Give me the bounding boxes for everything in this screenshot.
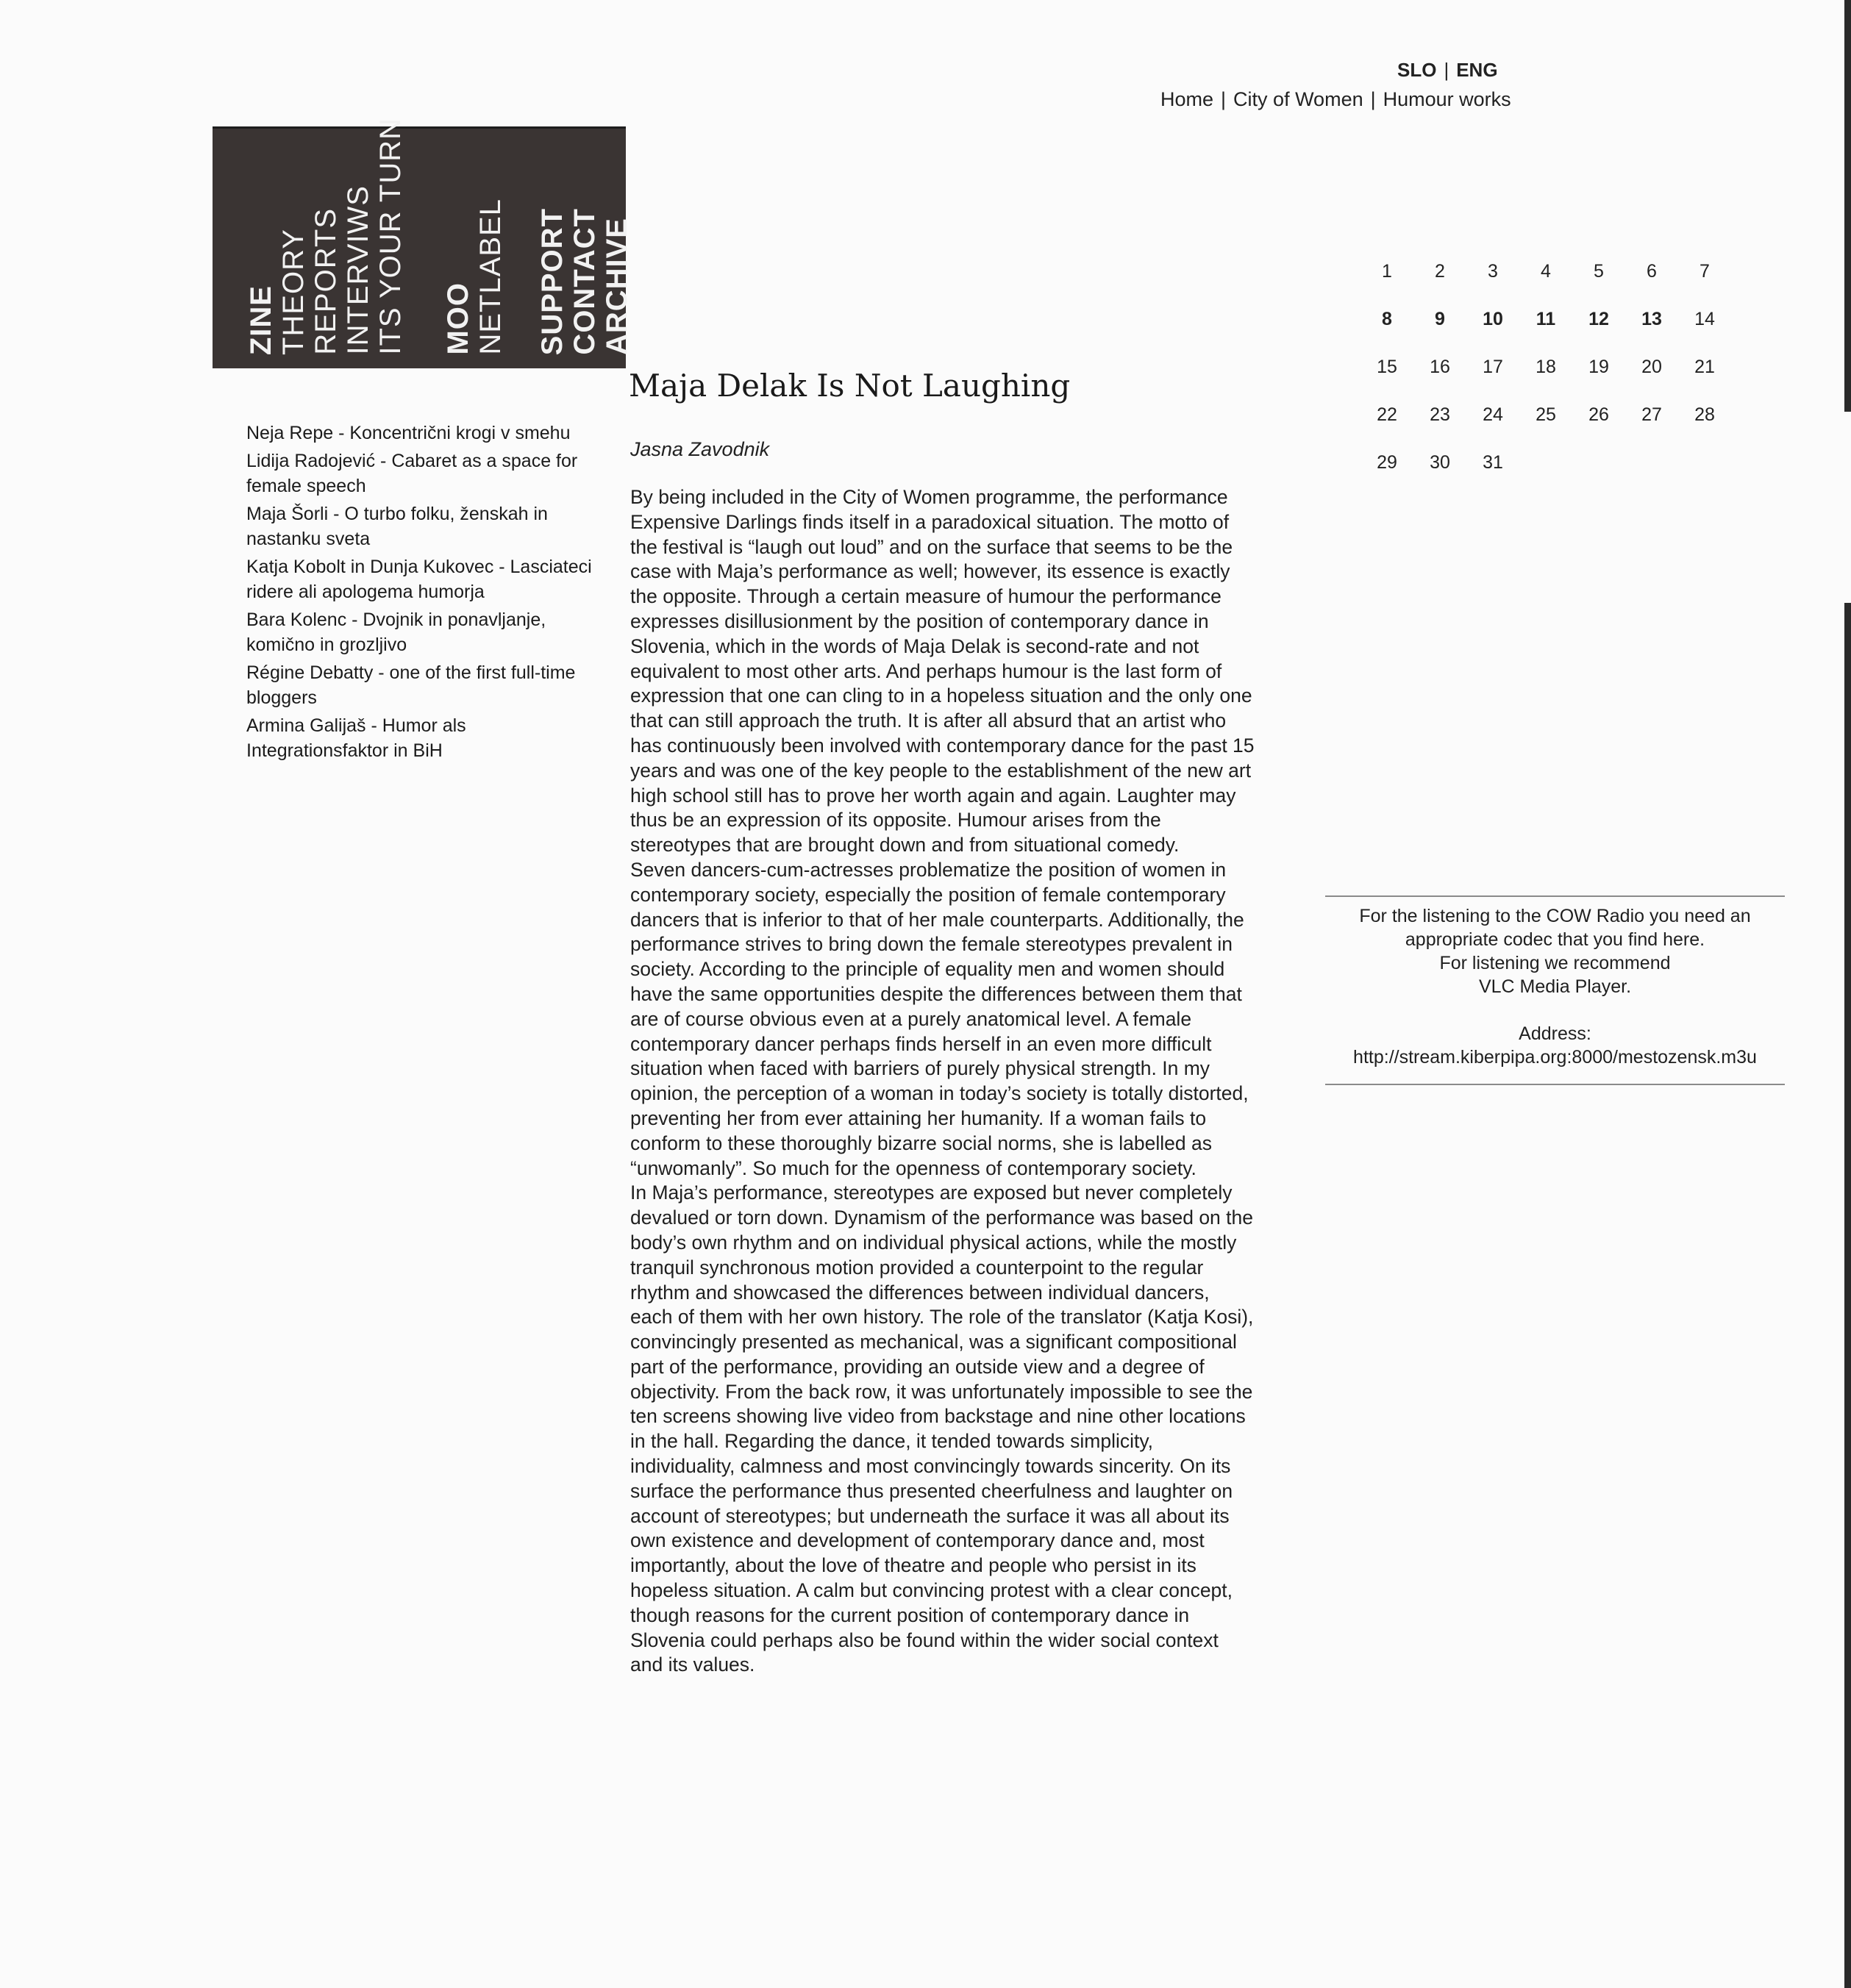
breadcrumb-humour-works[interactable]: Humour works [1383, 88, 1511, 110]
list-item [246, 713, 592, 763]
breadcrumb-home[interactable]: Home [1160, 88, 1214, 110]
article-paragraph: By being included in the City of Women programme, the performance Expensive Darlings finds itself in a paradoxical situation. The motto of the festival is “laugh out loud” and on the surface that seems to be the case with Maja’s performance as well; however, its essence is exactly the opposite. Through a certain measure of humour the performance expresses disillusionment by the position of contemporary dance in Slovenia, which in the words of Maja Delak is second-rate and not equivalent to most other arts. And perhaps humour is the last form of expression that one can cling to in a hopeless situation and the only one that can still approach the truth. It is after all absurd that an artist who has continuously been involved with contemporary dance for the past 15 years and was one of the key people to the establishment of the new art high school still has to prove her worth again and again. Laughter may thus be an expression of its opposite. Humour arises from the stereotypes that are brought down and from situational comedy. [630, 486, 1255, 857]
calendar-day[interactable]: 20 [1641, 357, 1662, 377]
calendar-week [1360, 357, 1731, 404]
calendar-day[interactable]: 26 [1588, 404, 1609, 425]
calendar-day[interactable]: 10 [1483, 309, 1503, 329]
calendar-day[interactable]: 15 [1377, 357, 1397, 377]
calendar-day[interactable]: 19 [1588, 357, 1609, 377]
breadcrumb-city-of-women[interactable]: City of Women [1233, 88, 1363, 110]
related-article-link[interactable]: Lidija Radojević - Cabaret as a space for female speech [246, 451, 578, 496]
language-switcher [1397, 59, 1498, 82]
related-article-link[interactable]: Maja Šorli - O turbo folku, ženskah in nastanku sveta [246, 504, 548, 549]
calendar-day[interactable]: 3 [1488, 261, 1498, 282]
lang-slo-link[interactable]: SLO [1397, 59, 1437, 81]
list-item [246, 660, 592, 710]
radio-player-link[interactable]: VLC Media Player. [1478, 976, 1632, 997]
calendar-day[interactable]: 9 [1435, 309, 1445, 329]
related-articles-list [246, 421, 592, 766]
list-item [246, 448, 592, 498]
calendar-day[interactable]: 14 [1694, 309, 1715, 329]
breadcrumb-separator: | [1370, 88, 1376, 110]
calendar-day[interactable]: 7 [1700, 261, 1710, 282]
calendar-day-empty [1519, 452, 1572, 500]
calendar-day[interactable]: 27 [1641, 404, 1662, 425]
radio-info-box [1325, 895, 1785, 1085]
calendar-week [1360, 452, 1731, 500]
main-nav [213, 118, 633, 368]
calendar-day[interactable]: 6 [1647, 261, 1657, 282]
lang-separator: | [1444, 59, 1449, 81]
related-article-link[interactable]: Bara Kolenc - Dvojnik in ponavljanje, komično in grozljivo [246, 609, 546, 655]
spacer [1325, 998, 1785, 1022]
calendar-day[interactable]: 5 [1594, 261, 1604, 282]
article-body [630, 485, 1255, 1678]
calendar-day[interactable]: 12 [1588, 309, 1609, 329]
list-item [246, 421, 592, 446]
article-title: Maja Delak Is Not Laughing [629, 368, 1071, 404]
calendar-day[interactable]: 29 [1377, 452, 1397, 473]
nav-its-your-turn[interactable]: ITS YOUR TURN [374, 118, 407, 355]
calendar-day[interactable]: 8 [1382, 309, 1392, 329]
list-item [246, 607, 592, 657]
article-paragraph: Seven dancers-cum-actresses problematize the position of women in contemporary society, especially the position of female contemporary dancers that is inferior to that of her male counterparts. Additionally, the performance strives to bring down the female stereotypes prevalent in society. According to the principle of equality men and women should have the same opportunities despite the differences between them that are of course obvious even at a purely anatomical level. A female contemporary dancer perhaps finds herself in an even more difficult situation when faced with barriers of purely physical strength. In my opinion, the perception of a woman in today’s society is totally distorted, preventing her from ever attaining her humanity. If a woman fails to conform to these thoroughly bizarre social norms, she is labelled as “unwomanly”. So much for the openness of contemporary society. [630, 858, 1249, 1179]
related-article-link[interactable]: Armina Galijaš - Humor als Integrationsfaktor in BiH [246, 715, 466, 761]
calendar-day[interactable]: 13 [1641, 309, 1662, 329]
calendar [1360, 261, 1731, 500]
calendar-day[interactable]: 21 [1694, 357, 1715, 377]
calendar-day[interactable]: 25 [1536, 404, 1556, 425]
related-article-link[interactable]: Neja Repe - Koncentrični krogi v smehu [246, 423, 571, 443]
calendar-day-empty [1678, 452, 1731, 500]
nav-moo[interactable]: MOO [442, 282, 474, 355]
list-item [246, 501, 592, 551]
breadcrumb [1160, 88, 1511, 111]
calendar-week [1360, 404, 1731, 452]
article-author: Jasna Zavodnik [630, 438, 770, 460]
calendar-day[interactable]: 16 [1430, 357, 1450, 377]
radio-address-label: Address: [1519, 1023, 1591, 1044]
nav-theory[interactable]: THEORY [277, 229, 310, 355]
nav-archive[interactable]: ARCHIVE [601, 217, 633, 355]
nav-support[interactable]: SUPPORT [536, 207, 568, 355]
calendar-day[interactable]: 18 [1536, 357, 1556, 377]
nav-reports[interactable]: REPORTS [310, 208, 342, 355]
calendar-day[interactable]: 1 [1382, 261, 1392, 282]
nav-netlabel[interactable]: NETLABEL [474, 199, 507, 355]
article-paragraph: In Maja’s performance, stereotypes are exposed but never completely devalued or torn down. Dynamism of the performance was based on the body’s own rhythm and on individual physical actions, while the mostly tranquil synchronous motion provided a counterpoint to the regular rhythm and showcased the differences between individual dancers, each of them with her own history. The role of the translator (Katja Kosi), convincingly presented as mechanical, was a significant compositional part of the performance, providing an outside view and a degree of objectivity. From the back row, it was unfortunately impossible to see the ten screens showing live video from backstage and nine other locations in the hall. Regarding the dance, it tended towards simplicity, individuality, calmness and most convincingly towards sincerity. On its surface the performance thus presented cheerfulness and laughter on account of stereotypes; but underneath the surface it was all about its own existence and development of contemporary dance and, most importantly, about the love of theatre and people who persist in its hopeless situation. A calm but convincing protest with a clear concept, though reasons for the current position of contemporary dance in Slovenia could perhaps also be found within the wider social context and its values. [630, 1181, 1254, 1676]
list-item [246, 554, 592, 604]
calendar-day[interactable]: 24 [1483, 404, 1503, 425]
radio-recommend-text: For listening we recommend [1439, 953, 1671, 973]
page-edge-shadow [1844, 0, 1851, 1988]
nav-contact[interactable]: CONTACT [568, 208, 601, 355]
lang-eng-link[interactable]: ENG [1456, 59, 1498, 81]
calendar-day-empty [1572, 452, 1625, 500]
calendar-day[interactable]: 17 [1483, 357, 1503, 377]
related-article-link[interactable]: Katja Kobolt in Dunja Kukovec - Lasciateci ridere ali apologema humorja [246, 557, 592, 602]
calendar-day[interactable]: 4 [1541, 261, 1551, 282]
nav-zine[interactable]: ZINE [245, 285, 277, 355]
nav-interviews[interactable]: INTERVIWS [342, 185, 374, 355]
calendar-day[interactable]: 22 [1377, 404, 1397, 425]
page-edge-gap [1844, 412, 1851, 603]
calendar-day-empty [1625, 452, 1678, 500]
calendar-day[interactable]: 11 [1536, 309, 1556, 329]
calendar-day[interactable]: 2 [1435, 261, 1445, 282]
calendar-day[interactable]: 28 [1694, 404, 1715, 425]
breadcrumb-separator: | [1221, 88, 1227, 110]
calendar-week [1360, 261, 1731, 309]
radio-codec-text: For the listening to the COW Radio you need an appropriate codec that you find here. [1359, 906, 1751, 950]
calendar-day[interactable]: 30 [1430, 452, 1450, 473]
related-article-link[interactable]: Régine Debatty - one of the first full-time bloggers [246, 662, 576, 708]
calendar-week [1360, 309, 1731, 357]
calendar-day[interactable]: 31 [1483, 452, 1503, 473]
calendar-day[interactable]: 23 [1430, 404, 1450, 425]
radio-stream-link[interactable]: http://stream.kiberpipa.org:8000/mestozensk.m3u [1353, 1047, 1757, 1068]
